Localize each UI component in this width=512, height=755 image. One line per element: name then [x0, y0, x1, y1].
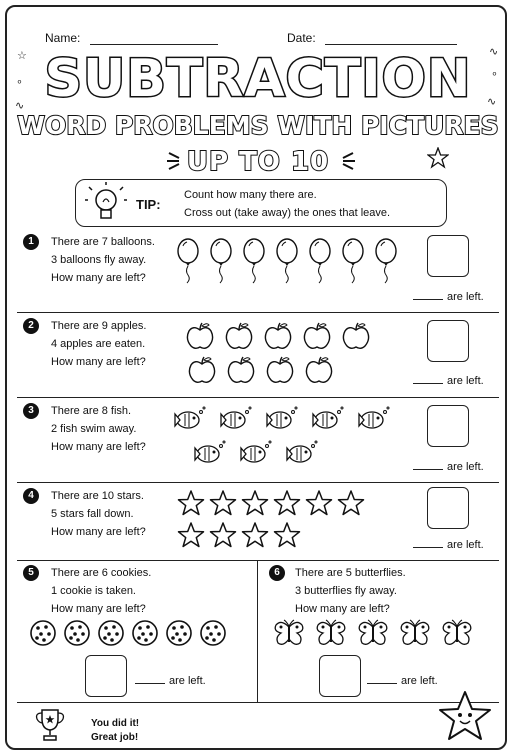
- pictures-svg: [175, 237, 429, 287]
- problem-line-2: 2 fish swim away.: [51, 423, 137, 435]
- problem-line-1: There are 8 fish.: [51, 405, 132, 417]
- answer-line[interactable]: [135, 675, 206, 687]
- problem-question: How many are left?: [51, 526, 146, 538]
- fish-icon[interactable]: [313, 407, 343, 428]
- date-line: [325, 33, 457, 45]
- picture-group: [177, 489, 395, 551]
- range-title: UP TO 10: [186, 147, 330, 177]
- divider: [17, 312, 499, 313]
- answer-line[interactable]: [413, 375, 484, 387]
- apple-icon[interactable]: [343, 323, 368, 348]
- picture-group: [273, 619, 503, 651]
- answer-suffix: are left.: [447, 461, 484, 473]
- balloon-icon[interactable]: [211, 239, 231, 283]
- picture-group: [29, 619, 257, 649]
- divider: [17, 482, 499, 483]
- picture-group: [175, 237, 429, 287]
- pictures-svg: [29, 619, 257, 649]
- answer-suffix: are left.: [447, 291, 484, 303]
- picture-group: [173, 405, 421, 469]
- problem-line-2: 1 cookie is taken.: [51, 585, 136, 597]
- problem-line-1: There are 6 cookies.: [51, 567, 152, 579]
- answer-line[interactable]: [413, 539, 484, 551]
- worksheet-page: [5, 5, 507, 750]
- problem-question: How many are left?: [51, 272, 146, 284]
- answer-box[interactable]: [427, 487, 469, 529]
- star-icon[interactable]: [211, 491, 236, 515]
- star-icon[interactable]: [243, 523, 268, 547]
- butterfly-icon[interactable]: [401, 620, 429, 644]
- apple-icon[interactable]: [226, 323, 251, 348]
- problem-line-1: There are 9 apples.: [51, 320, 147, 332]
- answer-box[interactable]: [85, 655, 127, 697]
- cookie-icon[interactable]: [201, 621, 225, 645]
- name-line: [90, 33, 218, 45]
- problem-number: 6: [269, 565, 285, 581]
- cookie-icon[interactable]: [99, 621, 123, 645]
- star-icon[interactable]: [179, 491, 204, 515]
- burst-lines-icon: [327, 149, 357, 171]
- trophy-icon: [33, 707, 67, 743]
- star-icon[interactable]: [211, 523, 236, 547]
- cookie-icon[interactable]: [133, 621, 157, 645]
- answer-suffix: are left.: [401, 675, 438, 687]
- cookie-icon[interactable]: [31, 621, 55, 645]
- footer-line-1: You did it!: [91, 718, 140, 729]
- problem-line-1: There are 5 butterflies.: [295, 567, 406, 579]
- fish-icon[interactable]: [195, 441, 225, 462]
- divider: [17, 397, 499, 398]
- apple-icon[interactable]: [304, 323, 329, 348]
- answer-suffix: are left.: [447, 539, 484, 551]
- fish-icon[interactable]: [359, 407, 389, 428]
- answer-suffix: are left.: [169, 675, 206, 687]
- balloon-icon[interactable]: [277, 239, 297, 283]
- butterfly-icon[interactable]: [443, 620, 471, 644]
- cookie-icon[interactable]: [167, 621, 191, 645]
- problem-line-1: There are 7 balloons.: [51, 236, 155, 248]
- problem-line-2: 3 butterflies fly away.: [295, 585, 397, 597]
- column-divider: [257, 560, 258, 702]
- answer-box[interactable]: [427, 320, 469, 362]
- lightbulb-icon: [84, 182, 128, 226]
- fish-icon[interactable]: [241, 441, 271, 462]
- answer-suffix: are left.: [447, 375, 484, 387]
- doodle-icon: ∘: [16, 76, 23, 88]
- doodle-icon: ∿: [489, 46, 499, 58]
- name-label: Name:: [45, 31, 81, 45]
- star-doodle-icon: [427, 147, 449, 169]
- star-icon[interactable]: [275, 491, 300, 515]
- answer-line[interactable]: [367, 675, 438, 687]
- pictures-svg: [185, 321, 401, 387]
- problem-line-2: 4 apples are eaten.: [51, 338, 146, 350]
- problem-number: 4: [23, 488, 39, 504]
- apple-icon[interactable]: [267, 357, 292, 382]
- problem-number: 2: [23, 318, 39, 334]
- apple-icon[interactable]: [306, 357, 331, 382]
- tip-line-2: Cross out (take away) the ones that leave.: [184, 207, 391, 219]
- problem-line-2: 5 stars fall down.: [51, 508, 134, 520]
- balloon-icon[interactable]: [310, 239, 330, 283]
- problem-line-2: 3 balloons fly away.: [51, 254, 147, 266]
- main-title: SUBTRACTION: [44, 49, 472, 109]
- doodle-icon: ☆: [17, 50, 27, 62]
- name-field[interactable]: [45, 31, 218, 45]
- footer-line-2: Great job!: [91, 732, 139, 743]
- answer-box[interactable]: [427, 235, 469, 277]
- doodle-icon: ∿: [487, 96, 497, 108]
- star-icon[interactable]: [307, 491, 332, 515]
- answer-box[interactable]: [427, 405, 469, 447]
- problem-number: 5: [23, 565, 39, 581]
- apple-icon[interactable]: [228, 357, 253, 382]
- answer-line[interactable]: [413, 461, 484, 473]
- problem-question: How many are left?: [295, 603, 390, 615]
- butterfly-icon[interactable]: [359, 620, 387, 644]
- tip-line-1: Count how many there are.: [184, 189, 317, 201]
- cookie-icon[interactable]: [65, 621, 89, 645]
- divider: [17, 702, 499, 703]
- problem-line-1: There are 10 stars.: [51, 490, 144, 502]
- pictures-svg: [177, 489, 395, 551]
- problem-question: How many are left?: [51, 356, 146, 368]
- fish-icon[interactable]: [287, 441, 317, 462]
- butterfly-icon[interactable]: [275, 620, 303, 644]
- fish-icon[interactable]: [267, 407, 297, 428]
- burst-lines-icon: [165, 149, 195, 171]
- tip-box: [75, 179, 447, 227]
- answer-box[interactable]: [319, 655, 361, 697]
- pictures-svg: [273, 619, 503, 651]
- balloon-icon[interactable]: [343, 239, 363, 283]
- star-icon[interactable]: [275, 523, 300, 547]
- apple-icon[interactable]: [187, 323, 212, 348]
- star-icon[interactable]: [243, 491, 268, 515]
- apple-icon[interactable]: [189, 357, 214, 382]
- balloon-icon[interactable]: [244, 239, 264, 283]
- problem-question: How many are left?: [51, 441, 146, 453]
- tip-label: TIP:: [136, 197, 161, 212]
- star-icon[interactable]: [179, 523, 204, 547]
- butterfly-icon[interactable]: [317, 620, 345, 644]
- balloon-icon[interactable]: [178, 239, 198, 283]
- date-label: Date:: [287, 31, 316, 45]
- problem-question: How many are left?: [51, 603, 146, 615]
- star-icon[interactable]: [339, 491, 364, 515]
- pictures-svg: [173, 405, 421, 469]
- apple-icon[interactable]: [265, 323, 290, 348]
- problem-number: 1: [23, 234, 39, 250]
- answer-line[interactable]: [413, 291, 484, 303]
- subtitle: WORD PROBLEMS WITH PICTURES: [17, 111, 499, 140]
- balloon-icon[interactable]: [376, 239, 396, 283]
- fish-icon[interactable]: [221, 407, 251, 428]
- footer-message: [91, 717, 139, 745]
- doodle-icon: ∿: [15, 100, 25, 112]
- smiling-star-icon: [435, 689, 495, 745]
- problem-number: 3: [23, 403, 39, 419]
- divider: [17, 560, 499, 561]
- doodle-icon: ∘: [491, 68, 498, 80]
- picture-group: [185, 321, 401, 387]
- fish-icon[interactable]: [175, 407, 205, 428]
- date-field[interactable]: [287, 31, 457, 45]
